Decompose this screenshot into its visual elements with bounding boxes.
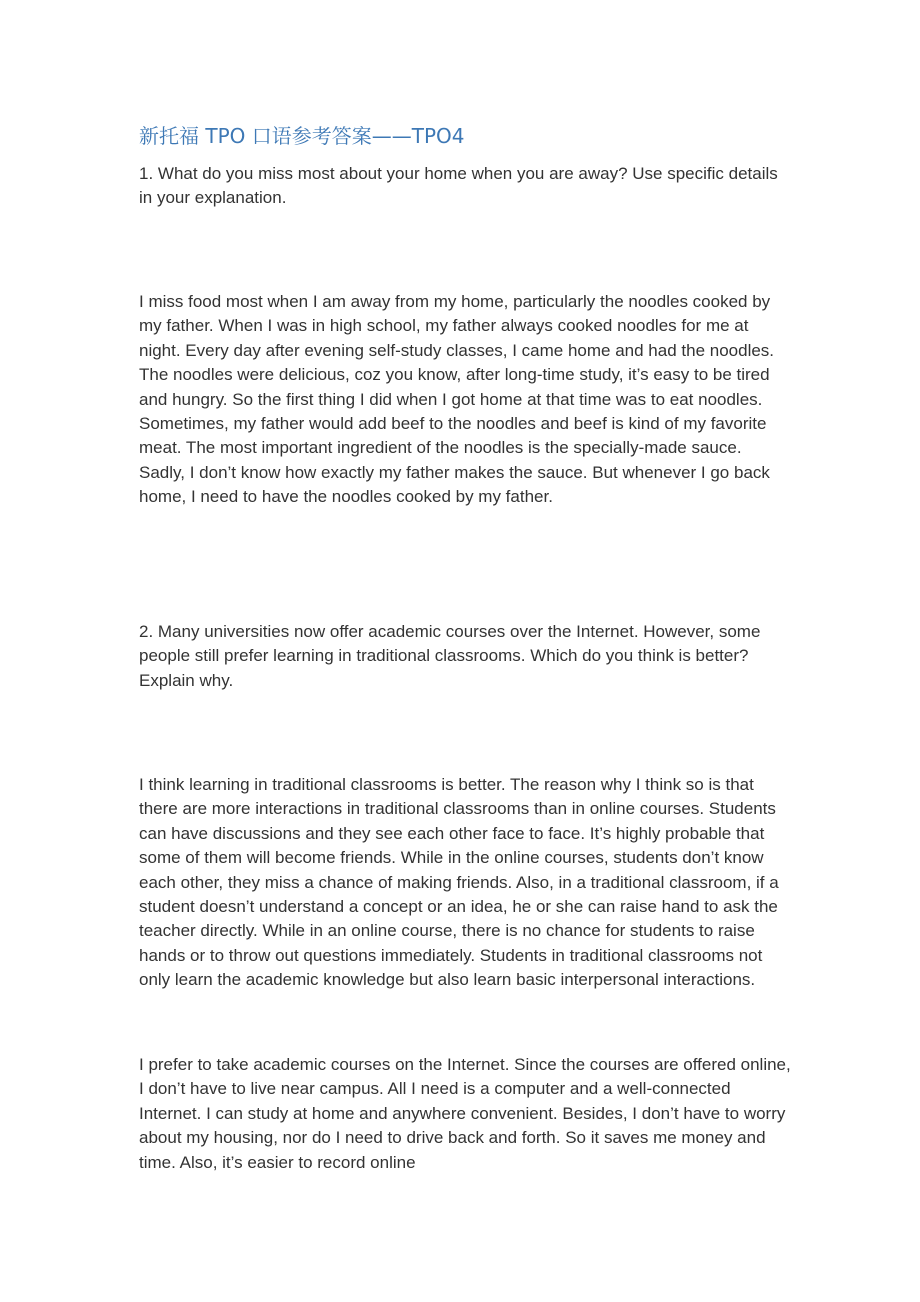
question-2: 2. Many universities now offer academic courses over the Internet. However, some people still prefer learning in traditional classrooms. Which do you think is better? Explain why. — [139, 622, 761, 690]
question-1: 1. What do you miss most about your home when you are away? Use specific details in your explanation. — [139, 164, 778, 208]
answer-2-classroom: I think learning in traditional classrooms is better. The reason why I think so is that there are more interactions in traditional classrooms than in online courses. Students can have discussions and they see each other face to face. It’s highly probable that some of them will become friends. While in the online courses, students don’t know each other, they miss a chance of making friends. Also, in a traditional classroom, if a student doesn’t understand a concept or an idea, he or she can raise hand to ask the teacher directly. While in an online course, there is no chance for students to raise hands or to throw out questions immediately. Students in traditional classrooms not only learn the academic knowledge but also learn basic interpersonal interactions. — [139, 775, 779, 990]
answer-1: I miss food most when I am away from my home, particularly the noodles cooked by my father. When I was in high school, my father always cooked noodles for me at night. Every day after evening self-study classes, I came home and had the noodles. The noodles were delicious, coz you know, after long-time study, it’s easy to be tired and hungry. So the first thing I did when I got home at that time was to eat noodles. Sometimes, my father would add beef to the noodles and beef is kind of my favorite meat. The most important ingredient of the noodles is the specially-made sauce. Sadly, I don’t know how exactly my father makes the sauce. But whenever I go back home, I need to have the noodles cooked by my father. — [139, 292, 775, 507]
answer-2-online: I prefer to take academic courses on the Internet. Since the courses are offered online, I don’t have to live near campus. All I need is a computer and a well-connected Internet. I can study at home and anywhere convenient. Besides, I don’t have to worry about my housing, nor do I need to drive back and forth. So it saves me money and time. Also, it’s easier to record online — [139, 1055, 791, 1172]
document-title: 新托福 TPO 口语参考答案——TPO4 — [139, 124, 465, 148]
